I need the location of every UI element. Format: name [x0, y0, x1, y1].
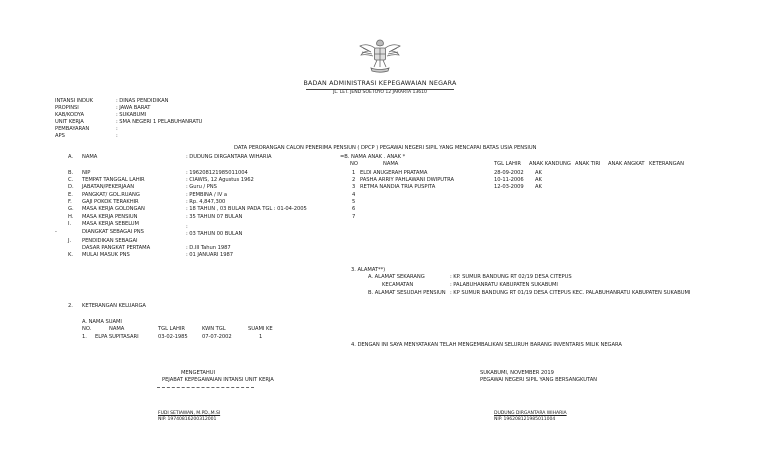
spouse-name: ELPA SUPITASARI [95, 334, 139, 340]
form-title: DATA PERORANGAN CALON PENERIMA PENSIUN ( DPCP ) PEGAWAI NEGERI SIPIL YANG MENCAPAI BATAS USIA PENSIUN [234, 145, 537, 151]
children-heading: =B. NAMA ANAK . ANAK * [340, 154, 406, 160]
field-label-ttl: TEMPAT TANGGAL LAHIR [82, 177, 145, 183]
child-status: AK [535, 184, 542, 190]
signature-left-nip: NIP. 19740816200312001 [158, 417, 217, 422]
field-label-masa-kerja-sebelum: MASA KERJA SEBELUM [82, 221, 139, 227]
agency-address: JL. LET. JEND SOETOYO 12 JAKARTA 13610 [333, 90, 427, 95]
field-value-pangkat: : PEMBINA / IV a [186, 192, 227, 198]
signature-right-role: PEGAWAI NEGERI SIPIL YANG BERSANGKUTAN [480, 377, 598, 383]
agency-value-propinsi: : JAWA BARAT [116, 105, 151, 111]
row-num: J. [68, 238, 72, 244]
field-label-nama: NAMA [82, 154, 98, 160]
row-num: B. [68, 170, 74, 176]
row-num: K. [68, 252, 73, 258]
child-no: 6 [352, 206, 356, 212]
agency-label-propinsi: PROPINSI [55, 105, 79, 111]
field-label-pendidikan: PENDIDIKAN SEBAGAI [82, 238, 138, 244]
field-label-nip: NIP [82, 170, 91, 176]
field-value-ttl: : CIAWIS, 12 Agustus 1962 [186, 177, 254, 183]
child-name: RETMA NANDIA TRIA PUSPITA [360, 184, 436, 190]
field-value-diangkat: : 03 TAHUN 00 BULAN [186, 231, 243, 237]
spouse-col-kwn: KWN TGL [202, 326, 226, 332]
field-label-masa-kerja-gol: MASA KERJA GOLONGAN [82, 206, 145, 212]
children-col-angkat: ANAK ANGKAT [608, 161, 645, 167]
row-num: G. [68, 206, 74, 212]
address-label-sesudah: B. ALAMAT SESUDAH PENSIUN [368, 290, 446, 296]
child-dob: 28-09-2002 [494, 170, 524, 176]
field-value-mulai-pns: : 01 JANUARI 1987 [186, 252, 233, 258]
field-value-masa-kerja-gol: : 18 TAHUN , 03 BULAN PADA TGL : 01-04-2005 [186, 206, 307, 212]
field-label-masa-kerja-pensiun: MASA KERJA PENSIUN [82, 214, 138, 220]
children-col-kandung: ANAK KANDUNG [529, 161, 571, 167]
row-num: C. [68, 177, 74, 183]
spouse-subheading: A. NAMA SUAMI [82, 319, 122, 325]
family-heading: KETERANGAN KELUARGA [82, 303, 146, 309]
agency-value-induk: : DINAS PENDIDIKAN [116, 98, 169, 104]
spouse-no: 1. [82, 334, 87, 340]
field-value-gaji: : Rp. 4,847,300 [186, 199, 226, 205]
field-value-masa-kerja-sebelum: : [186, 224, 188, 230]
signature-left-role: PEJABAT KEPEGAWAIAN INTANSI UNIT KERJA [162, 377, 274, 383]
row-num: D. [68, 184, 74, 190]
child-no: 2 [352, 177, 356, 183]
agency-value-kabkodya: : SUKABUMI [116, 112, 147, 118]
signature-left-line [157, 387, 254, 388]
field-value-nip: : 196208121985011004 [186, 170, 248, 176]
field-label-gaji: GAJI POKOK TERAKHIR [82, 199, 139, 205]
agency-value-pembayaran: : [116, 126, 118, 132]
children-col-tiri: ANAK TIRI [575, 161, 601, 167]
agency-title: BADAN ADMINISTRASI KEPEGAWAIAN NEGARA [303, 80, 457, 87]
agency-label-kabkodya: KAB/KODYA [55, 112, 84, 118]
row-num: F. [68, 199, 72, 205]
child-status: AK [535, 177, 542, 183]
row-num: E. [68, 192, 73, 198]
address-heading: 3. ALAMAT**) [351, 267, 386, 273]
spouse-marriage-date: 07-07-2002 [202, 334, 232, 340]
signature-right-name: DUDUNG DIRGANTARA WIHARIA [494, 411, 567, 416]
row-num: A. [68, 154, 74, 160]
spouse-col-nama: NAMA [109, 326, 125, 332]
address-label-kecamatan: KECAMATAN [382, 282, 414, 288]
spouse-col-tgl: TGL LAHIR [158, 326, 185, 332]
agency-value-unit: : SMA NEGERI 1 PELABUHANRATU [116, 119, 203, 125]
garuda-emblem-icon [357, 36, 403, 76]
field-value-dasar-pangkat: : D.III Tahun 1987 [186, 245, 231, 251]
field-value-jabatan: : Guru / PNS [186, 184, 217, 190]
child-dob: 12-03-2009 [494, 184, 524, 190]
signature-right-nip: NIP. 196208121985011004 [494, 417, 556, 422]
field-label-dasar-pangkat: DASAR PANGKAT PERTAMA [82, 245, 151, 251]
child-name: PASHA ARRIY PAHLAWANI DWIPUTRA [360, 177, 455, 183]
signature-left-title: MENGETAHUI [181, 370, 215, 376]
field-label-jabatan: JABATAN/PEKERJAAN [82, 184, 135, 190]
field-label-pangkat: PANGKAT/ GOL.RUANG [82, 192, 140, 198]
address-value-sesudah: : KP SUMUR BANDUNG RT 01/19 DESA CITEPUS KEC. PALABUHANRATU KABUPATEN SUKABUMI [450, 290, 691, 296]
address-value-kecamatan: : PALABUHANRATU KABUPATEN SUKABUMI [450, 282, 558, 288]
field-label-diangkat: DIANGKAT SEBAGAI PNS [82, 229, 144, 235]
agency-label-pembayaran: PEMBAYARAN [55, 126, 90, 132]
child-no: 7 [352, 214, 356, 220]
agency-value-aps: : [116, 133, 118, 139]
field-value-masa-kerja-pensiun: : 35 TAHUN 07 BULAN [186, 214, 243, 220]
spouse-col-no: NO. [82, 326, 92, 332]
family-heading-num: 2. [68, 303, 73, 309]
child-status: AK [535, 170, 542, 176]
field-label-mulai-pns: MULAI MASUK PNS [82, 252, 130, 258]
spouse-col-ke: SUAMI KE [248, 326, 273, 332]
address-value-sekarang: : KP. SUMUR BANDUNG RT 02/19 DESA CITEPUS [450, 274, 572, 280]
agency-label-aps: APS [55, 133, 65, 139]
signature-left-name: FUDI SETIAWAN, M.PD.,M.SI [158, 411, 221, 416]
child-no: 3 [352, 184, 356, 190]
spouse-dob: 03-02-1985 [158, 334, 188, 340]
child-no: 1 [352, 170, 356, 176]
child-no: 5 [352, 199, 356, 205]
agency-label-induk: INTANSI INDUK [55, 98, 94, 104]
child-no: 4 [352, 192, 356, 198]
children-col-no: NO [350, 161, 358, 167]
row-num: H. [68, 214, 74, 220]
row-num: - [55, 229, 57, 235]
address-label-sekarang: A. ALAMAT SEKARANG [368, 274, 425, 280]
children-col-ket: KETERANGAN [649, 161, 684, 167]
inventory-statement: 4. DENGAN INI SAYA MENYATAKAN TELAH MENGEMBALIKAN SELURUH BARANG INVENTARIS MILIK NEGARA [351, 342, 622, 348]
agency-label-unit: UNIT KERJA [55, 119, 84, 125]
child-name: ELDI ANUGERAH PRATAMA [360, 170, 428, 176]
row-num: I. [68, 221, 72, 227]
spouse-order: 1 [259, 334, 263, 340]
signature-right-date: SUKABUMI, NOVEMBER 2019 [480, 370, 554, 376]
field-value-nama: : DUDUNG DIRGANTARA WIHARIA [186, 154, 272, 160]
children-col-nama: NAMA [383, 161, 399, 167]
child-dob: 10-11-2006 [494, 177, 524, 183]
children-col-tgl: TGL LAHIR [494, 161, 521, 167]
